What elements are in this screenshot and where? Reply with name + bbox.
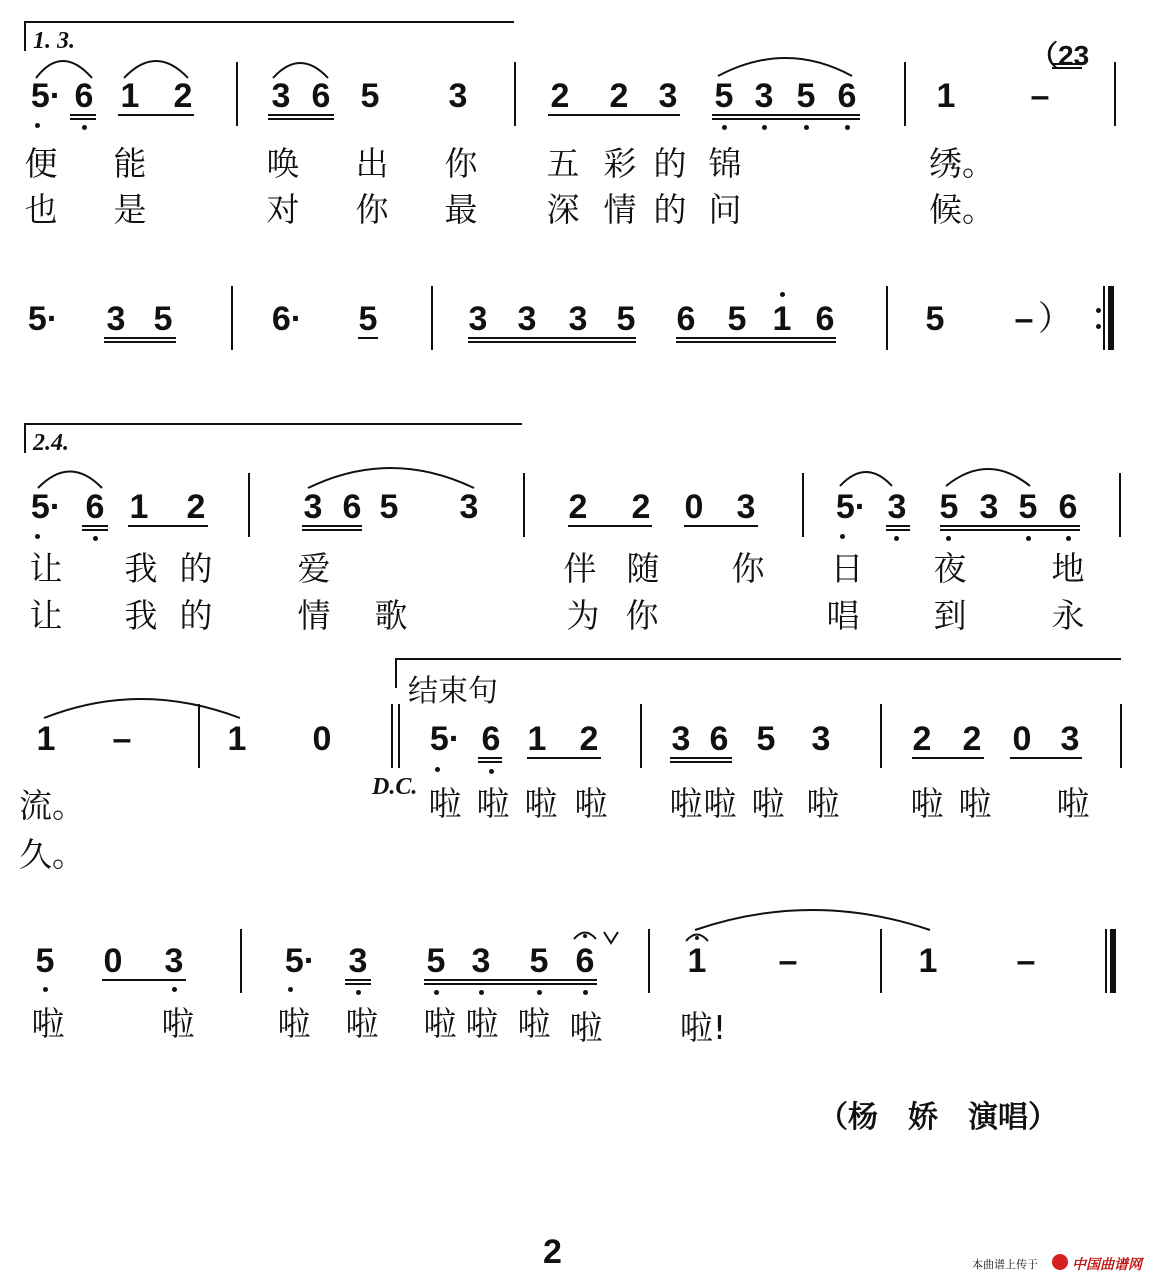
lyric: 啦	[703, 784, 737, 823]
note: 6	[1058, 488, 1078, 526]
lyric: 的	[653, 144, 687, 183]
lyric: 久。	[19, 835, 85, 874]
lyric: 日	[830, 549, 864, 588]
site-logo-icon	[1052, 1254, 1068, 1270]
note: 3	[811, 720, 831, 758]
singer-credit: （杨 娇 演唱）	[818, 1100, 1058, 1135]
note: 2	[912, 720, 932, 758]
lyric: 绣。	[929, 144, 995, 183]
lyric: 唤	[266, 144, 300, 183]
note: 3	[736, 488, 756, 526]
note: 2	[568, 488, 588, 526]
note: 5	[756, 720, 776, 758]
lyric: 永	[1051, 596, 1085, 635]
note: 5	[925, 300, 945, 338]
note: 1	[918, 942, 938, 980]
note: 5·	[284, 942, 316, 980]
note: 5	[358, 300, 378, 338]
lyric: 你	[355, 190, 389, 229]
upload-credit: 本曲谱上传于	[972, 1258, 1038, 1271]
lyric: 最	[444, 190, 478, 229]
note: 0	[684, 488, 704, 526]
lyric: 是	[113, 190, 147, 229]
lyric: 的	[653, 190, 687, 229]
note: 5	[35, 942, 55, 980]
note: 5	[616, 300, 636, 338]
lyric: 出	[355, 144, 389, 183]
lyric: 地	[1051, 549, 1085, 588]
lyric: 啦	[345, 1004, 379, 1043]
note: 3	[468, 300, 488, 338]
lyric: 啦	[423, 1004, 457, 1043]
note: 1	[936, 77, 956, 115]
lyric: 爱	[297, 549, 331, 588]
note: 3	[448, 77, 468, 115]
note: –	[1030, 77, 1050, 115]
lyric: 你	[625, 596, 659, 635]
lyric: 伴	[563, 549, 597, 588]
interlude-close-bracket: ）	[1038, 299, 1072, 339]
note: 3	[271, 77, 291, 115]
lyric: 啦	[161, 1004, 195, 1043]
note: 0	[1012, 720, 1032, 758]
note: 2	[962, 720, 982, 758]
note: 3	[471, 942, 491, 980]
lyric: 让	[29, 549, 63, 588]
note: 6	[709, 720, 729, 758]
note: 3	[887, 488, 907, 526]
lyric: 我	[124, 549, 158, 588]
lyric: 的	[179, 549, 213, 588]
note: 5	[714, 77, 734, 115]
note: 2	[173, 77, 193, 115]
note: 3	[348, 942, 368, 980]
lyric: 啦	[751, 784, 785, 823]
note: 1	[227, 720, 247, 758]
note: 1	[527, 720, 547, 758]
note: 5	[529, 942, 549, 980]
lyric: 到	[933, 596, 967, 635]
lyric: 能	[113, 144, 147, 183]
note: 1	[687, 942, 707, 980]
lyric: 啦	[574, 784, 608, 823]
note: 1	[120, 77, 140, 115]
fermata-icon	[574, 933, 596, 940]
note: 1	[772, 300, 792, 338]
lyric: 情	[603, 190, 637, 229]
lyric: 你	[731, 549, 765, 588]
lyric: 便	[24, 144, 58, 183]
note: 3	[658, 77, 678, 115]
note: 1	[129, 488, 149, 526]
lyric: 夜	[933, 549, 967, 588]
note: 6	[837, 77, 857, 115]
note: 5	[379, 488, 399, 526]
note: 3	[979, 488, 999, 526]
note: 5	[727, 300, 747, 338]
note: 2	[631, 488, 651, 526]
note: 5·	[27, 300, 59, 338]
lyric: 你	[444, 144, 478, 183]
lyric: 啦	[806, 784, 840, 823]
note: 6·	[271, 300, 303, 338]
lyric: 的	[179, 596, 213, 635]
note: 3	[164, 942, 184, 980]
lyric: 彩	[603, 144, 637, 183]
lyric: 情	[297, 596, 331, 635]
lyric: 啦	[428, 784, 462, 823]
lyric: 啦	[31, 1004, 65, 1043]
interlude-open-bracket: （23	[1030, 40, 1090, 71]
note: 3	[106, 300, 126, 338]
lyric: 歌	[374, 596, 408, 635]
note: 0	[312, 720, 332, 758]
note: 3	[754, 77, 774, 115]
note: 6	[74, 77, 94, 115]
lyric: 候。	[929, 190, 995, 229]
note: 5	[939, 488, 959, 526]
note: 6	[85, 488, 105, 526]
note: 6	[676, 300, 696, 338]
lyric: 锦	[708, 144, 742, 183]
note: 5	[153, 300, 173, 338]
ending-label: 结束句	[408, 674, 498, 709]
lyric: 深	[546, 190, 580, 229]
breath-mark-icon	[604, 932, 618, 943]
note: –	[1016, 942, 1036, 980]
lyric: 啦	[517, 1004, 551, 1043]
lyric: 啦	[524, 784, 558, 823]
lyric: 啦!	[679, 1008, 727, 1047]
note: 5·	[835, 488, 867, 526]
lyric: 流。	[19, 786, 85, 825]
note: –	[112, 720, 132, 758]
note: 0	[103, 942, 123, 980]
note: 2	[550, 77, 570, 115]
note: 2	[579, 720, 599, 758]
note: 3	[568, 300, 588, 338]
lyric: 问	[708, 190, 742, 229]
note: 3	[1060, 720, 1080, 758]
dc-mark: D.C.	[372, 774, 418, 800]
lyric: 啦	[476, 784, 510, 823]
note: 5	[360, 77, 380, 115]
note: 5	[1018, 488, 1038, 526]
note: 6	[481, 720, 501, 758]
lyric: 随	[626, 549, 660, 588]
note: 3	[303, 488, 323, 526]
lyric: 啦	[277, 1004, 311, 1043]
note: 6	[342, 488, 362, 526]
lyric: 啦	[669, 784, 703, 823]
note: 5·	[429, 720, 461, 758]
note: 3	[671, 720, 691, 758]
site-name: 中国曲谱网	[1072, 1257, 1142, 1273]
lyric: 唱	[826, 596, 860, 635]
lyric: 为	[566, 596, 600, 635]
note: 1	[36, 720, 56, 758]
lyric: 啦	[1056, 784, 1090, 823]
note: 6	[815, 300, 835, 338]
note: 5	[426, 942, 446, 980]
note: 6	[575, 942, 595, 980]
note: 2	[186, 488, 206, 526]
lyric: 啦	[569, 1008, 603, 1047]
lyric: 我	[124, 596, 158, 635]
note: 6	[311, 77, 331, 115]
note: –	[1014, 300, 1034, 338]
tie	[695, 910, 930, 930]
note: 2	[609, 77, 629, 115]
note: 5·	[30, 488, 62, 526]
fermata-icon	[686, 935, 708, 942]
lyric: 五	[546, 144, 580, 183]
lyric: 啦	[465, 1004, 499, 1043]
note: 5	[796, 77, 816, 115]
lyric: 啦	[958, 784, 992, 823]
volta-2-4-label: 2.4.	[33, 430, 69, 456]
note: 5·	[30, 77, 62, 115]
page-number: 2	[543, 1233, 562, 1271]
volta-1-3-label: 1. 3.	[33, 28, 75, 54]
lyric: 啦	[910, 784, 944, 823]
lyric: 让	[29, 596, 63, 635]
lyric: 也	[24, 190, 58, 229]
lyric: 对	[266, 190, 300, 229]
note: 3	[459, 488, 479, 526]
note: 3	[517, 300, 537, 338]
note: –	[778, 942, 798, 980]
